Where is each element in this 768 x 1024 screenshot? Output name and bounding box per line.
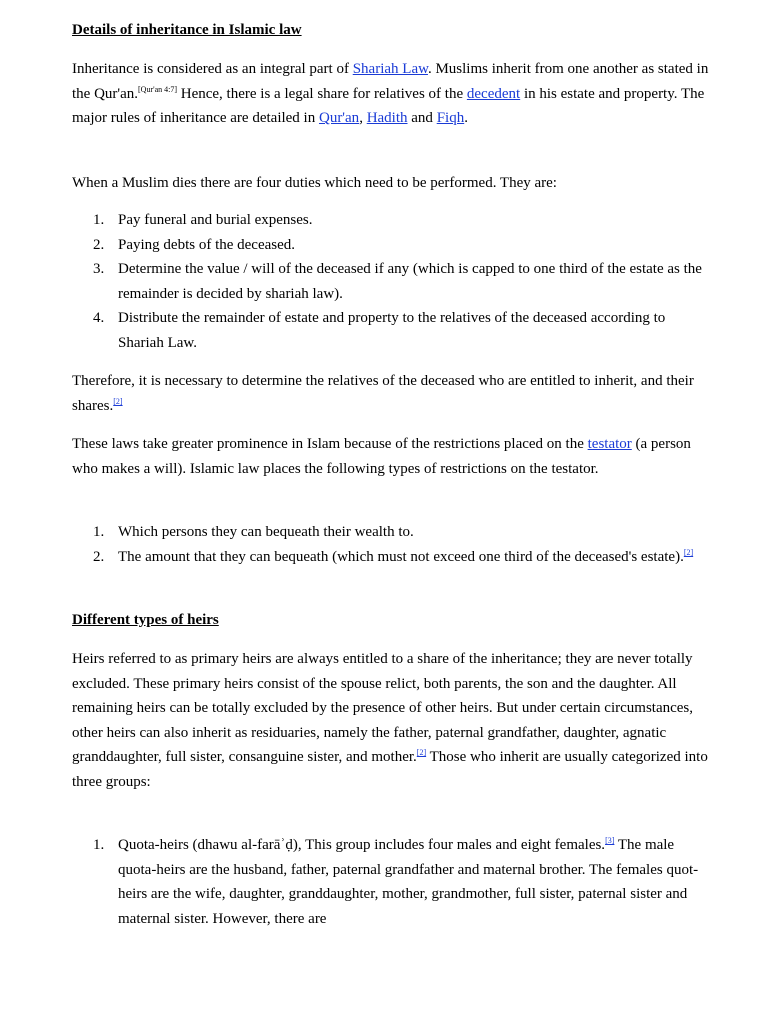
intro-text-6: and bbox=[407, 110, 437, 127]
reference-link-2[interactable]: [2] bbox=[113, 396, 123, 406]
link-testator[interactable]: testator bbox=[587, 436, 632, 452]
laws-paragraph: These laws take greater prominence in Islam because of the restrictions placed on the testator (a person who makes a will). Islamic law places the following types of restrictions on the testator. bbox=[72, 436, 691, 477]
list-item: 2. Paying debts of the deceased. bbox=[93, 236, 296, 253]
link-decedent[interactable]: decedent bbox=[466, 85, 521, 102]
intro-text-3: Hence, there is a legal share for relatives of the bbox=[177, 85, 467, 102]
heading-inheritance-details: Details of inheritance in Islamic law bbox=[72, 22, 302, 38]
list-item: 1. Pay funeral and burial expenses. bbox=[93, 212, 313, 228]
link-quran[interactable]: Qur'an bbox=[318, 110, 360, 127]
heirs-paragraph: Heirs referred to as primary heirs are always entitled to a share of the inheritance; they are never totally excluded. These primary heirs consist of the spouse relict, both parents, the son and the daughter. All remaining heirs can be totally excluded by the presence of other heirs. But under certain circumstances, other heirs can also inherit as residuaries, namely the father, paternal grandfather, daughter, agnatic granddaughter, full sister, consanguine sister, and mother.[2] Those who inherit are usually categorized into three groups: bbox=[72, 651, 708, 790]
restrictions-list bbox=[72, 520, 712, 569]
list-item: 1. Quota-heirs (dhawu al-farāʾḍ), This group includes four males and eight females.[3] The male quota-heirs are the husband, father, paternal grandfather and maternal brother. The females quot-heirs are the wife, daughter, granddaughter, mother, grandmother, full sister, paternal sister and maternal sister. However, there are bbox=[93, 836, 699, 927]
link-hadith[interactable]: Hadith bbox=[366, 110, 408, 127]
intro-paragraph bbox=[72, 57, 712, 131]
link-fiqh[interactable]: Fiqh bbox=[436, 110, 465, 127]
intro-text-4: in his estate and property. The major rules of inheritance are detailed in bbox=[72, 85, 705, 127]
reference-link-3[interactable]: [3] bbox=[605, 836, 615, 845]
link-shariah-law[interactable]: Shariah Law bbox=[352, 61, 428, 77]
groups-list bbox=[72, 833, 712, 931]
therefore-paragraph: Therefore, it is necessary to determine the relatives of the deceased who are entitled to inherit, and their shares.[2] bbox=[72, 373, 694, 414]
list-item: 2. The amount that they can bequeath (which must not exceed one third of the deceased's estate).[2] bbox=[93, 547, 694, 565]
heading-types-of-heirs: Different types of heirs bbox=[72, 612, 219, 628]
quran-citation: [Qur'an 4:7] bbox=[138, 84, 177, 94]
intro-text-5: , bbox=[359, 110, 367, 127]
list-item: 3. Determine the value / will of the deceased if any (which is capped to one third of the estate as the remainder is decided by shariah law). bbox=[93, 261, 702, 302]
intro-text-1: Inheritance is considered as an integral part of bbox=[72, 61, 353, 77]
reference-link-2[interactable]: [2] bbox=[683, 547, 694, 557]
list-item: 4. Distribute the remainder of estate and property to the relatives of the deceased according to Shariah Law. bbox=[93, 310, 666, 351]
reference-link-2[interactable]: [2] bbox=[416, 748, 427, 758]
intro-text-2: . Muslims inherit from one another as stated in the Qur'an. bbox=[72, 61, 709, 102]
list-item: 1. Which persons they can bequeath their wealth to. bbox=[93, 524, 414, 540]
intro-text-7: . bbox=[464, 110, 468, 127]
duties-intro-paragraph: When a Muslim dies there are four duties which need to be performed. They are: bbox=[72, 175, 557, 191]
duties-list bbox=[72, 208, 712, 356]
